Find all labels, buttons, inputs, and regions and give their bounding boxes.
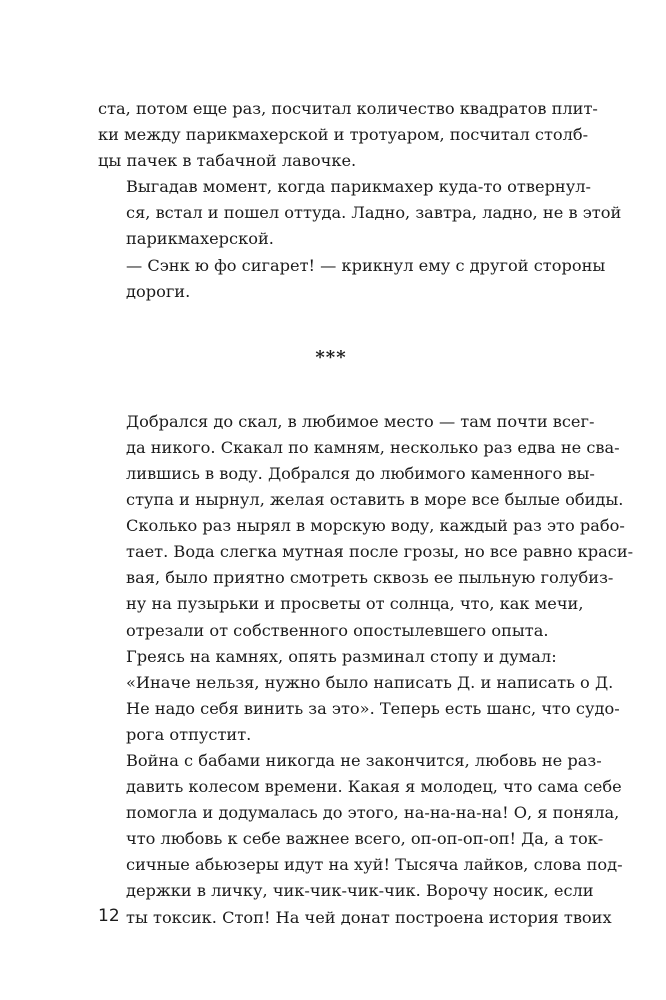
text-section-2 <box>98 409 634 931</box>
text-line: рога отпустит. <box>126 724 252 744</box>
text-line: отрезали от собственного опостылевшего опыта. <box>126 620 549 640</box>
text-line: да никого. Скакал по камням, несколько раз едва не сва- <box>126 437 620 457</box>
text-line: ки между парикмахерской и тротуаром, посчитал столб- <box>98 125 589 145</box>
text-line: «Иначе нельзя, нужно было написать Д. и написать о Д. <box>126 672 614 692</box>
text-line: держки в личку, чик-чик-чик-чик. Ворочу носик, если <box>126 881 594 901</box>
text-line: ступа и нырнул, желая оставить в море все былые обиды. <box>126 490 624 510</box>
text-line: ся, встал и пошел оттуда. Ладно, завтра, ладно, не в этой <box>126 203 622 223</box>
paragraph <box>98 253 606 305</box>
paragraph <box>98 644 620 748</box>
text-line: Не надо себя винить за это». Теперь есть шанс, что судо- <box>126 698 620 718</box>
paragraph <box>98 96 598 174</box>
text-line: давить колесом времени. Какая я молодец, что сама себе <box>126 777 622 797</box>
text-line: помогла и додумалась до этого, на-на-на-на! О, я поняла, <box>126 803 620 823</box>
paragraph <box>98 748 623 931</box>
text-line: — Сэнк ю фо сигарет! — крикнул ему с другой стороны <box>126 255 606 275</box>
paragraph <box>98 409 634 644</box>
text-line: Сколько раз нырял в морскую воду, каждый раз это рабо- <box>126 516 625 536</box>
text-line: вая, было приятно смотреть сквозь ее пыльную голубиз- <box>126 568 614 588</box>
text-line: парикмахерской. <box>126 229 274 249</box>
text-line: дороги. <box>126 281 191 301</box>
page-number: 12 <box>98 906 120 926</box>
text-line: ну на пузырьки и просветы от солнца, что, как мечи, <box>126 594 584 614</box>
page-body <box>98 96 634 931</box>
text-line: Выгадав момент, когда парикмахер куда-то отвернул- <box>126 177 592 197</box>
text-section-1 <box>98 96 622 305</box>
text-line: что любовь к себе важнее всего, оп-оп-оп-оп! Да, а ток- <box>126 829 604 849</box>
text-line: Греясь на камнях, опять разминал стопу и думал: <box>126 646 557 666</box>
text-line: цы пачек в табачной лавочке. <box>98 151 357 171</box>
section-separator: *** <box>315 346 347 368</box>
text-line: Война с бабами никогда не закончится, любовь не раз- <box>126 750 602 770</box>
paragraph <box>98 174 622 252</box>
text-line: ста, потом еще раз, посчитал количество квадратов плит- <box>98 99 598 118</box>
text-line: тает. Вода слегка мутная после грозы, но все равно краси- <box>126 542 634 562</box>
text-line: Добрался до скал, в любимое место — там почти всег- <box>126 411 595 431</box>
text-line: сичные абьюзеры идут на хуй! Тысяча лайков, слова под- <box>126 855 623 875</box>
text-line: лившись в воду. Добрался до любимого каменного вы- <box>126 463 595 483</box>
text-line: ты токсик. Стоп! На чей донат построена история твоих <box>126 907 612 927</box>
